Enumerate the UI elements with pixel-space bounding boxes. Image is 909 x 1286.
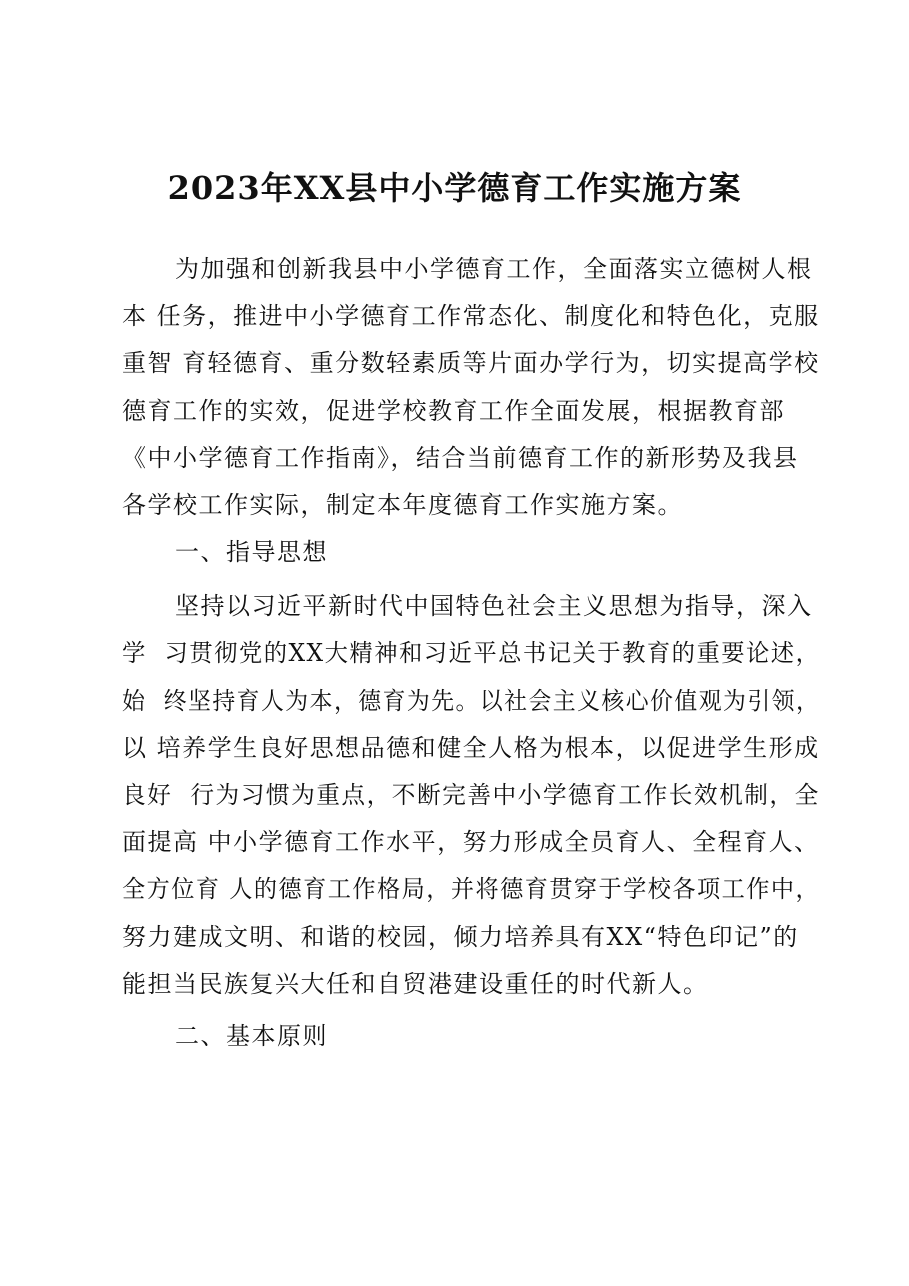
body-line: 全方位育 人的德育工作格局，并将德育贯穿于学校各项工作中， xyxy=(122,875,821,903)
body-line: 努力建成文明、和谐的校园，倾力培养具有XX“特色印记”的 xyxy=(122,923,799,951)
intro-line: 德育工作的实效，促进学校教育工作全面发展，根据教育部 xyxy=(122,397,785,425)
body-line: 良好 行为习惯为重点，不断完善中小学德育工作长效机制，全 xyxy=(122,781,820,809)
body-line: 坚持以习近平新时代中国特色社会主义思想为指导，深入 xyxy=(175,592,813,620)
intro-line: 各学校工作实际，制定本年度德育工作实施方案。 xyxy=(122,491,683,519)
body-line: 能担当民族复兴大任和自贸港建设重任的时代新人。 xyxy=(122,970,709,998)
intro-line: 本 任务，推进中小学德育工作常态化、制度化和特色化，克服 xyxy=(122,302,820,330)
body-line: 学 习贯彻党的XX大精神和习近平总书记关于教育的重要论述， xyxy=(122,639,821,667)
section-heading-basic-principles: 二、基本原则 xyxy=(175,1022,328,1050)
body-line: 以 培养学生良好思想品德和健全人格为根本，以促进学生形成 xyxy=(122,734,820,762)
body-line: 面提高 中小学德育工作水平，努力形成全员育人、全程育人、 xyxy=(122,828,820,856)
section-heading-guiding-ideology: 一、指导思想 xyxy=(175,538,328,566)
intro-line: 重智 育轻德育、重分数轻素质等片面办学行为，切实提高学校 xyxy=(122,349,820,377)
document-title: 2023年XX县中小学德育工作实施方案 xyxy=(167,169,742,207)
body-line: 始 终坚持育人为本，德育为先。以社会主义核心价值观为引领， xyxy=(122,687,821,715)
intro-line: 《中小学德育工作指南》，结合当前德育工作的新形势及我县 xyxy=(122,444,799,472)
intro-line: 为加强和创新我县中小学德育工作，全面落实立德树人根 xyxy=(175,255,813,283)
